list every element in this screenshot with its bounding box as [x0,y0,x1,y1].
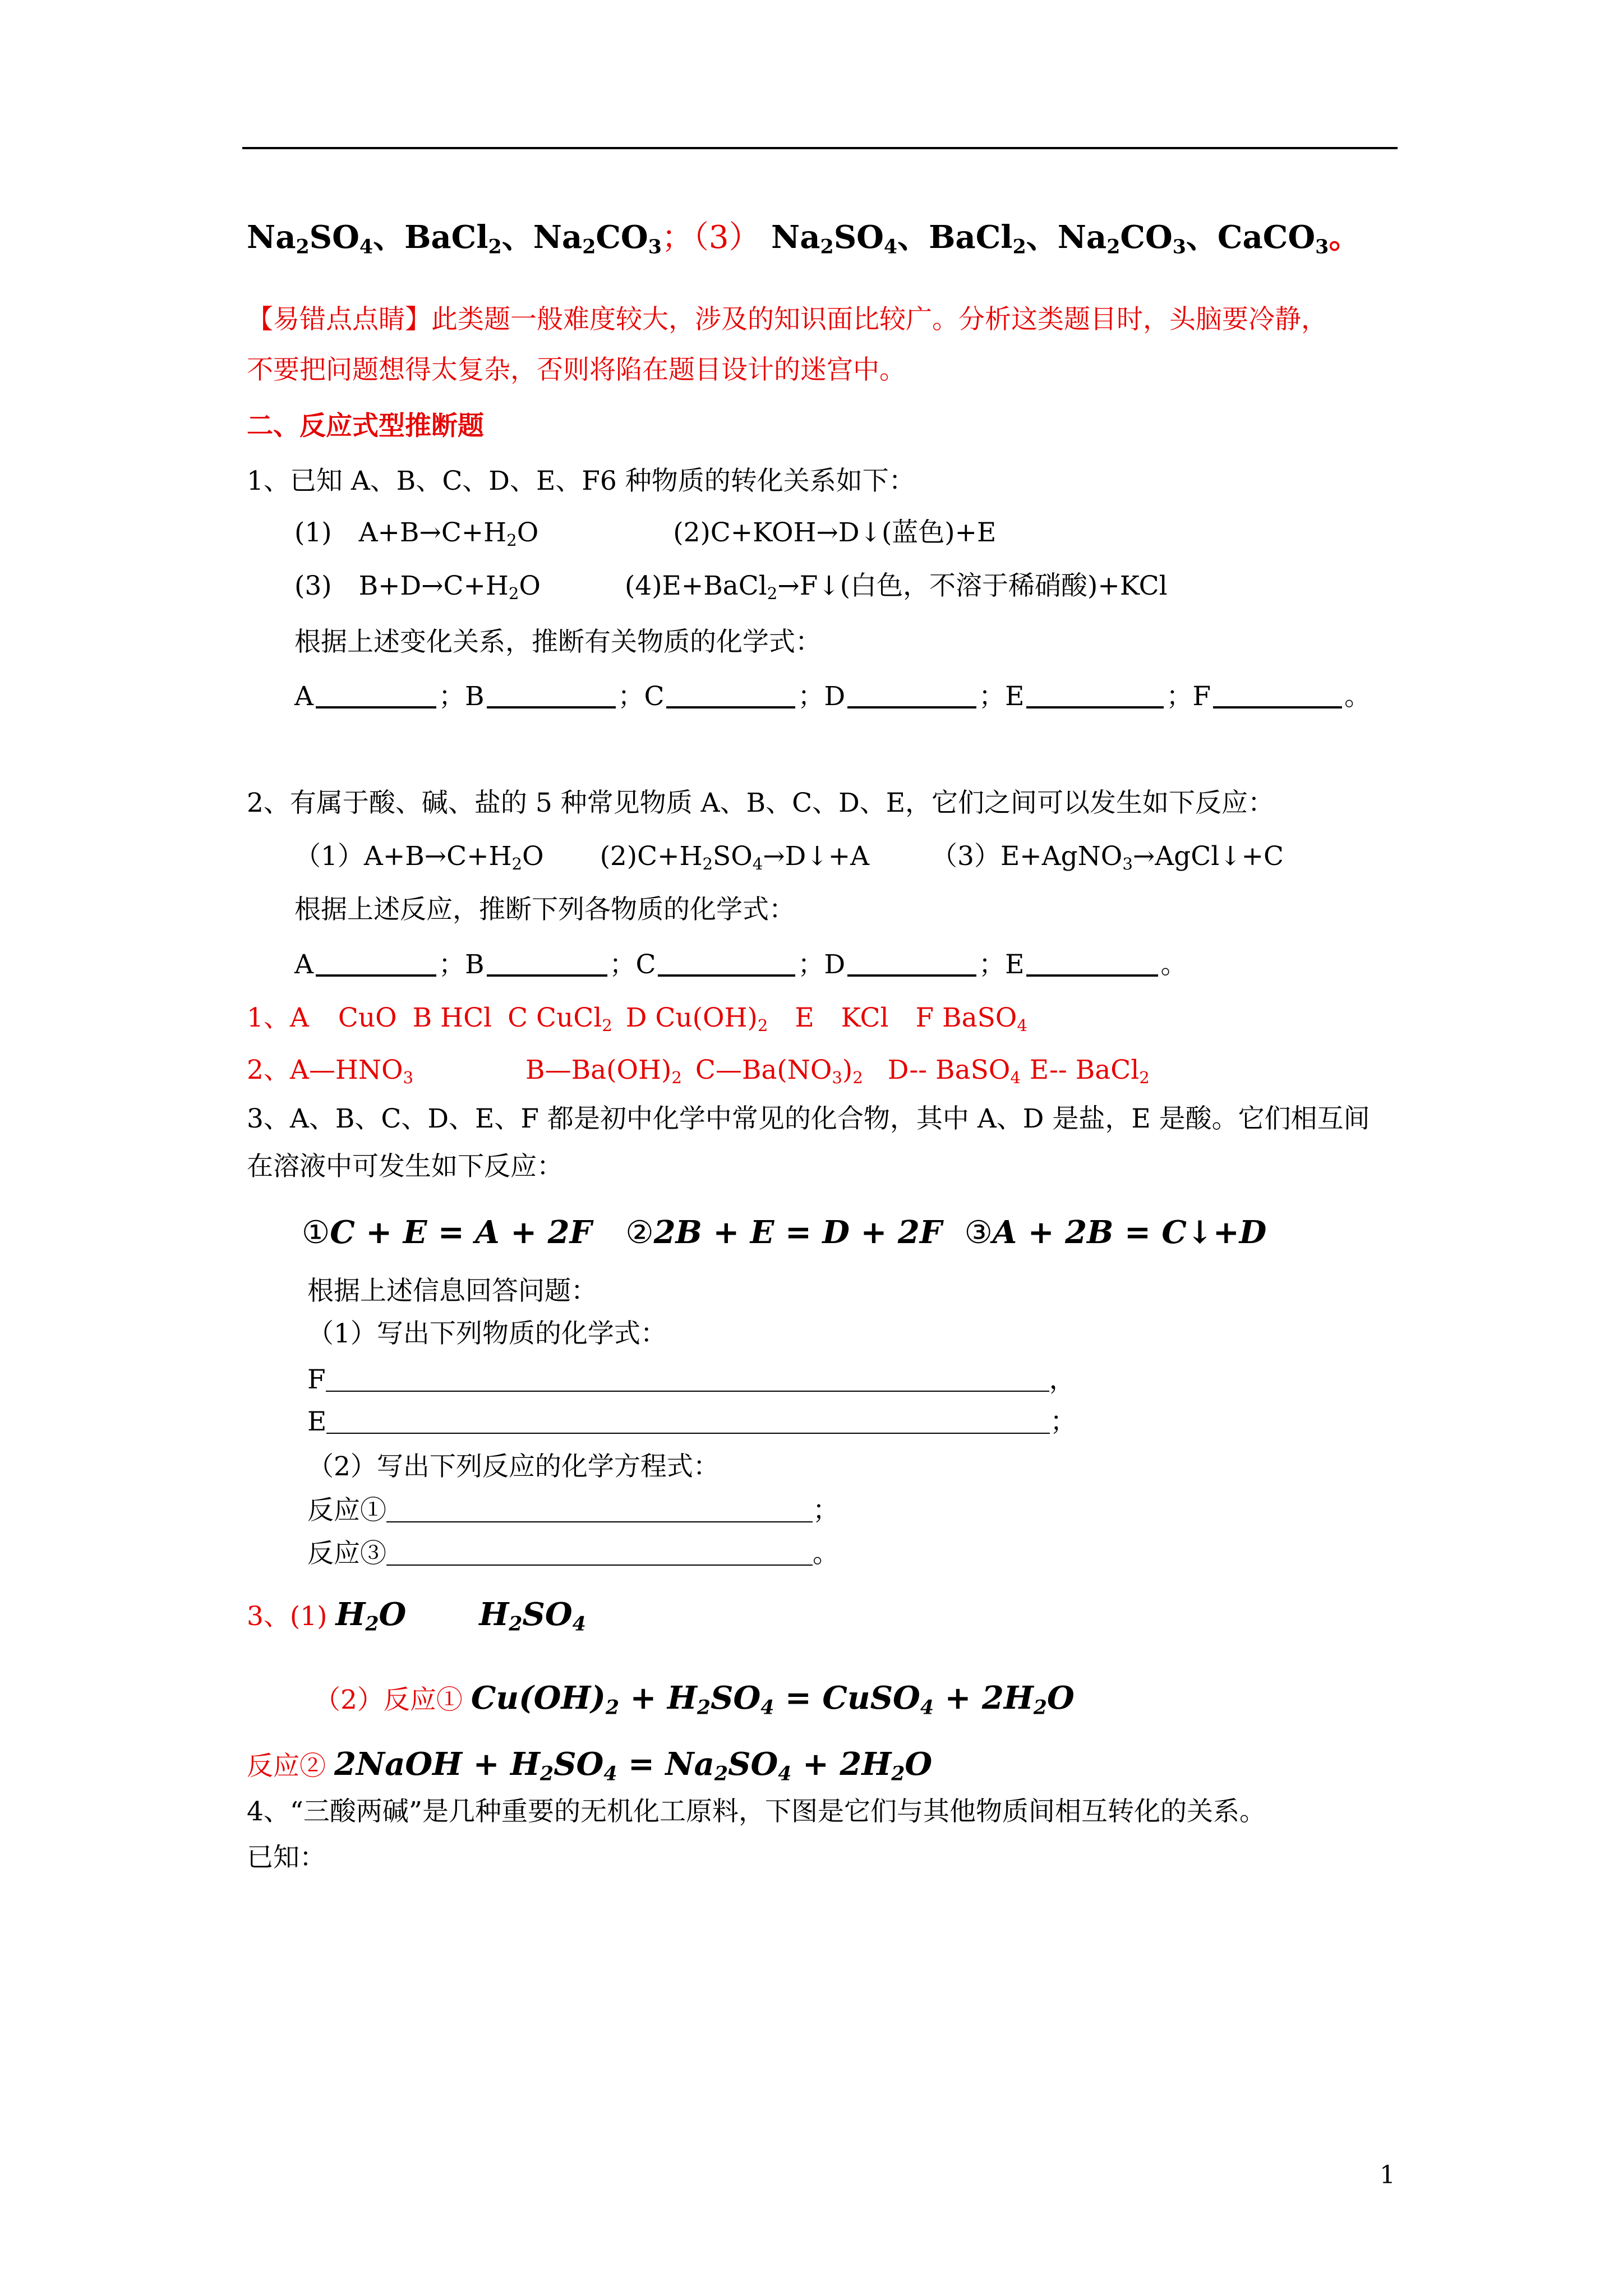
answer-formulas-line: $Na_2SO_4$、BaCl$_2$、$Na_2CO_3$；（3） $Na_2SO_4$、BaCl$_2$、$Na_2CO_3$、CaCO$_3$。 [247,219,1361,259]
q3-reactions: ①C + E = A + 2F ②2B + E = D + 2F ③A + 2B = C↓+D [302,1214,1267,1251]
q1-blanks: A ；B ；C ；D ；E ；F 。 [294,681,1371,712]
q1-instruction: 根据上述变化关系，推断有关物质的化学式： [294,627,822,657]
q2-reactions: $(1)A+B\to C+H_2O$ $(2)C+H_2SO_4\to D↓+A$ （3）E+AgNO$_3$→AgCl↓+C [294,841,1284,874]
q3-blank-e: E ； [307,1406,1077,1437]
header-rule [242,147,1398,149]
q3-stem-2: 在溶液中可发生如下反应： [247,1151,563,1182]
q3-blank-f: F ， [307,1364,1076,1395]
answer-q3-reaction1: （2）反应① $Cu(OH)_2 + H_2SO_4$ = CuSO$_4$ + $2H_2O$ [314,1680,1075,1719]
q3-instruction: 根据上述信息回答问题： [307,1276,597,1306]
answer-q3-reaction2: 反应② 2NaOH + $H_2SO_4 = Na_2SO_4 + 2H_2O$ [247,1746,933,1786]
tip-line-2: 不要把问题想得太复杂，否则将陷在题目设计的迷宫中。 [247,355,906,385]
tip-line-1: 【易错点点睛】此类题一般难度较大，涉及的知识面比较广。分析这类题目时，头脑要冷静， [247,304,1327,335]
q3-blank-reaction1: 反应① ； [307,1495,839,1526]
q2-blanks: A ；B ；C ；D ；E 。 [294,949,1187,980]
section-heading: 二、反应式型推断题 [247,411,484,441]
answer-q1: 1、A CuO B HCl C CuCl$_2$ D $Cu(OH)_2$ E KCl F BaSO$_4$ [247,1002,1027,1036]
q1-reaction-1-2: (1) $A+B\to C+H_2O$ (2)C+KOH→D↓(蓝色)+E [294,517,997,550]
q1-stem: 1、已知 A、B、C、D、E、F6 种物质的转化关系如下： [247,466,915,496]
q1-reaction-3-4: (3) $B+D\to C+H_2O$ (4)E+BaCl$_2$→F↓(白色，不溶于稀硝酸)+KCl [294,570,1168,604]
page-number: 1 [1380,2161,1395,2189]
answer-q2: 2、$A—HNO_3$ $B—Ba(OH)_2$ $C—Ba(NO_3)_2$ D-- BaSO$_4$ E-- BaCl$_2$ [247,1055,1150,1088]
answer-q3-part1: 3、(1) $H_2O$ $H_2SO_4$ [247,1596,586,1636]
q4-stem-1: 4、“三酸两碱”是几种重要的无机化工原料，下图是它们与其他物质间相互转化的关系。 [247,1796,1266,1827]
q3-blank-reaction3: 反应③ 。 [307,1538,839,1569]
q2-stem: 2、有属于酸、碱、盐的 5 种常见物质 A、B、C、D、E，它们之间可以发生如下反应： [247,788,1275,818]
q3-part1: （1）写出下列物质的化学式： [307,1318,667,1349]
q2-instruction: 根据上述反应，推断下列各物质的化学式： [294,894,795,925]
q3-part2: （2）写出下列反应的化学方程式： [307,1451,720,1482]
q4-stem-2: 已知： [247,1842,326,1873]
q3-stem-1: 3、A、B、C、D、E、F 都是初中化学中常见的化合物，其中 A、D 是盐，E 是酸。它们相互间 [247,1103,1370,1134]
